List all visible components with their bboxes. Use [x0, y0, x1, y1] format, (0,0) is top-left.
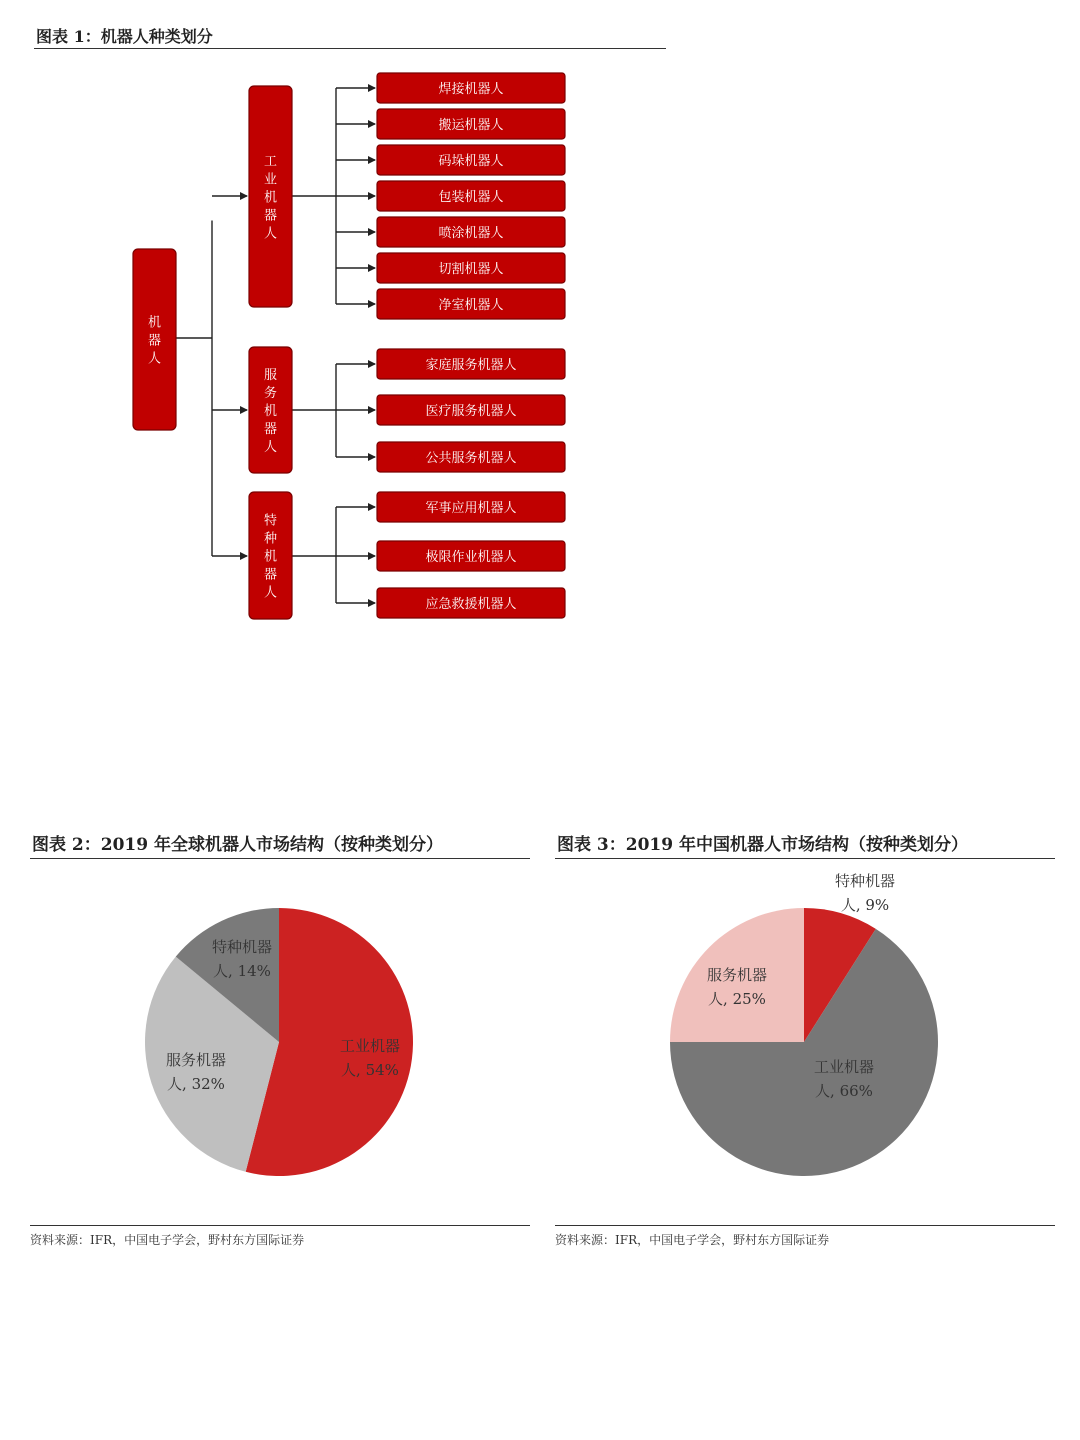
leaf-label: 搬运机器人	[438, 118, 504, 133]
group-node-2	[249, 347, 292, 473]
node-label-char: 器	[147, 333, 162, 349]
figure2-title: 图表 2：2019 年全球机器人市场结构（按种类划分）	[32, 835, 443, 855]
node-label-char: 业	[263, 172, 278, 188]
node-label-char: 机	[263, 549, 278, 565]
leaf-node	[377, 289, 565, 319]
root-node	[133, 249, 176, 430]
pie-label-1: 工业机器	[339, 1037, 401, 1055]
figure3-title-rule	[555, 858, 1055, 859]
node-label-char: 人	[263, 440, 278, 455]
node-label-char: 人	[263, 226, 278, 242]
leaf-label: 净室机器人	[438, 298, 504, 313]
leaf-node	[377, 217, 565, 247]
leaf-label: 极限作业机器人	[425, 550, 517, 565]
pie-label-2: 服务机器	[165, 1051, 227, 1069]
node-label-char: 人	[147, 351, 162, 367]
leaf-node	[377, 442, 565, 472]
leaf-node	[377, 145, 565, 175]
node-label-char: 器	[263, 422, 278, 437]
leaf-node	[377, 253, 565, 283]
figure3-source-rule	[555, 1225, 1055, 1226]
leaf-node	[377, 109, 565, 139]
leaf-node	[377, 541, 565, 571]
figure2-source-rule	[30, 1225, 530, 1226]
pie-label-3: 服务机器	[706, 966, 768, 984]
leaf-label: 应急救援机器人	[425, 597, 517, 612]
node-label-char: 器	[263, 567, 278, 583]
pie-label-1-line2: 人, 9%	[840, 896, 890, 914]
pie-label-2-line2: 人, 32%	[167, 1075, 225, 1093]
global-market-pie-chart	[30, 870, 530, 1210]
leaf-node	[377, 588, 565, 618]
leaf-node	[377, 181, 565, 211]
pie-label-1: 特种机器	[834, 872, 896, 890]
figure1-title: 图表 1：机器人种类划分	[36, 27, 213, 46]
leaf-label: 包装机器人	[438, 190, 504, 205]
leaf-label: 军事应用机器人	[425, 501, 517, 516]
node-label-char: 人	[263, 585, 278, 601]
figure2-title-rule	[30, 858, 530, 859]
leaf-node	[377, 395, 565, 425]
leaf-node	[377, 349, 565, 379]
robot-classification-tree	[0, 0, 1080, 640]
pie-label-1-line2: 人, 54%	[341, 1061, 399, 1079]
leaf-label: 焊接机器人	[438, 82, 504, 97]
leaf-label: 喷涂机器人	[438, 226, 504, 241]
group-node-3	[249, 492, 292, 619]
pie-label-3: 特种机器	[211, 938, 273, 956]
leaf-label: 家庭服务机器人	[425, 358, 517, 373]
figure2-source: 资料来源：IFR，中国电子学会，野村东方国际证券	[30, 1233, 305, 1247]
leaf-label: 切割机器人	[438, 262, 504, 277]
node-label-char: 工	[263, 154, 278, 170]
pie-label-3-line2: 人, 25%	[708, 990, 766, 1008]
node-label-char: 特	[263, 513, 278, 529]
node-label-char: 机	[263, 404, 278, 419]
pie-label-3-line2: 人, 14%	[213, 962, 271, 980]
figure3-source: 资料来源：IFR，中国电子学会，野村东方国际证券	[555, 1233, 830, 1247]
leaf-node	[377, 73, 565, 103]
group-node-1	[249, 86, 292, 307]
pie-label-2-line2: 人, 66%	[815, 1082, 873, 1100]
figure3-title: 图表 3：2019 年中国机器人市场结构（按种类划分）	[557, 835, 968, 855]
china-market-pie-chart	[555, 870, 1055, 1210]
leaf-node	[377, 492, 565, 522]
node-label-char: 机	[263, 190, 278, 206]
node-label-char: 种	[263, 531, 278, 547]
pie-label-2: 工业机器	[813, 1058, 875, 1076]
leaf-label: 公共服务机器人	[425, 451, 517, 466]
node-label-char: 服	[263, 368, 278, 383]
leaf-label: 码垛机器人	[438, 154, 504, 169]
node-label-char: 器	[263, 208, 278, 224]
node-label-char: 机	[147, 315, 162, 331]
node-label-char: 务	[263, 386, 278, 401]
leaf-label: 医疗服务机器人	[425, 404, 517, 419]
